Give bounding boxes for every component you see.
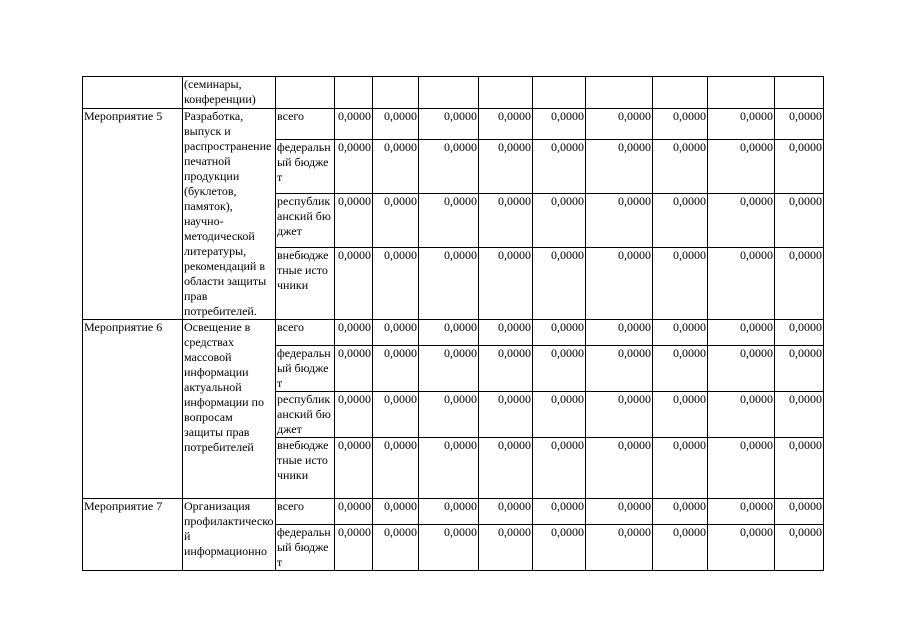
value-cell: 0,0000 (373, 346, 419, 392)
value-cell (373, 77, 419, 109)
value-cell (419, 77, 479, 109)
value-cell: 0,0000 (533, 248, 586, 320)
value-cell: 0,0000 (335, 193, 373, 247)
value-cell: 0,0000 (419, 248, 479, 320)
event-label-cell: Мероприятие 7 (83, 499, 183, 571)
value-cell: 0,0000 (533, 392, 586, 438)
value-cell: 0,0000 (775, 438, 824, 499)
value-cell: 0,0000 (335, 109, 373, 140)
value-cell: 0,0000 (335, 499, 373, 525)
funding-source-cell: федеральный бюджет (276, 346, 335, 392)
value-cell: 0,0000 (533, 193, 586, 247)
event-description-cell: Разработка, выпуск и распространение печатной продукции (буклетов, памяток), научно-методической литературы, рекомендаций в области защиты прав потребителей. (183, 109, 276, 320)
funding-source-cell: всего (276, 109, 335, 140)
value-cell: 0,0000 (479, 109, 533, 140)
value-cell: 0,0000 (653, 346, 708, 392)
value-cell: 0,0000 (586, 320, 653, 346)
funding-source-cell: внебюджетные источники (276, 248, 335, 320)
value-cell: 0,0000 (533, 109, 586, 140)
value-cell: 0,0000 (373, 499, 419, 525)
value-cell: 0,0000 (479, 248, 533, 320)
funding-source-cell: внебюджетные источники (276, 438, 335, 499)
value-cell: 0,0000 (708, 320, 775, 346)
value-cell: 0,0000 (775, 139, 824, 193)
value-cell: 0,0000 (775, 248, 824, 320)
value-cell: 0,0000 (479, 392, 533, 438)
value-cell: 0,0000 (586, 525, 653, 571)
value-cell: 0,0000 (373, 320, 419, 346)
value-cell: 0,0000 (335, 392, 373, 438)
value-cell: 0,0000 (653, 438, 708, 499)
value-cell: 0,0000 (586, 139, 653, 193)
value-cell: 0,0000 (533, 320, 586, 346)
value-cell: 0,0000 (775, 525, 824, 571)
table-row (83, 320, 824, 346)
value-cell: 0,0000 (533, 499, 586, 525)
value-cell: 0,0000 (373, 438, 419, 499)
value-cell: 0,0000 (419, 320, 479, 346)
value-cell: 0,0000 (479, 346, 533, 392)
value-cell: 0,0000 (708, 392, 775, 438)
value-cell: 0,0000 (373, 109, 419, 140)
value-cell: 0,0000 (586, 392, 653, 438)
event-description-cell: (семинары, конференции) (183, 77, 276, 109)
value-cell: 0,0000 (335, 248, 373, 320)
event-label-cell (83, 77, 183, 109)
value-cell (708, 77, 775, 109)
event-description-cell: Освещение в средствах массовой информации актуальной информации по вопросам защиты прав потребителей (183, 320, 276, 499)
value-cell: 0,0000 (373, 248, 419, 320)
value-cell: 0,0000 (775, 392, 824, 438)
value-cell: 0,0000 (653, 139, 708, 193)
value-cell: 0,0000 (373, 525, 419, 571)
value-cell: 0,0000 (586, 248, 653, 320)
value-cell: 0,0000 (653, 320, 708, 346)
value-cell: 0,0000 (586, 109, 653, 140)
value-cell: 0,0000 (586, 346, 653, 392)
value-cell: 0,0000 (419, 525, 479, 571)
value-cell: 0,0000 (479, 139, 533, 193)
value-cell: 0,0000 (373, 139, 419, 193)
value-cell: 0,0000 (775, 109, 824, 140)
value-cell: 0,0000 (708, 139, 775, 193)
value-cell: 0,0000 (775, 499, 824, 525)
value-cell: 0,0000 (479, 438, 533, 499)
funding-source-cell: республиканский бюджет (276, 392, 335, 438)
funding-source-cell: всего (276, 499, 335, 525)
value-cell: 0,0000 (653, 193, 708, 247)
value-cell: 0,0000 (708, 193, 775, 247)
value-cell: 0,0000 (586, 193, 653, 247)
value-cell: 0,0000 (533, 525, 586, 571)
value-cell: 0,0000 (708, 248, 775, 320)
event-label-cell: Мероприятие 6 (83, 320, 183, 499)
value-cell: 0,0000 (586, 438, 653, 499)
table-row (83, 499, 824, 525)
value-cell: 0,0000 (419, 392, 479, 438)
value-cell: 0,0000 (335, 320, 373, 346)
value-cell: 0,0000 (479, 320, 533, 346)
value-cell: 0,0000 (708, 346, 775, 392)
value-cell: 0,0000 (373, 193, 419, 247)
value-cell: 0,0000 (479, 499, 533, 525)
value-cell: 0,0000 (419, 499, 479, 525)
funding-source-cell: федеральный бюджет (276, 525, 335, 571)
value-cell: 0,0000 (533, 438, 586, 499)
value-cell: 0,0000 (775, 320, 824, 346)
source-cell (276, 77, 335, 109)
table-row (83, 109, 824, 140)
value-cell: 0,0000 (479, 525, 533, 571)
value-cell: 0,0000 (653, 499, 708, 525)
event-label-cell: Мероприятие 5 (83, 109, 183, 320)
value-cell (533, 77, 586, 109)
funding-source-cell: всего (276, 320, 335, 346)
value-cell: 0,0000 (653, 525, 708, 571)
value-cell: 0,0000 (419, 346, 479, 392)
value-cell: 0,0000 (653, 109, 708, 140)
value-cell: 0,0000 (586, 499, 653, 525)
value-cell: 0,0000 (708, 499, 775, 525)
funding-source-cell: республиканский бюджет (276, 193, 335, 247)
value-cell: 0,0000 (479, 193, 533, 247)
value-cell: 0,0000 (775, 193, 824, 247)
continuation-row (83, 77, 824, 109)
value-cell (653, 77, 708, 109)
value-cell (335, 77, 373, 109)
value-cell: 0,0000 (653, 392, 708, 438)
value-cell: 0,0000 (533, 139, 586, 193)
value-cell: 0,0000 (708, 438, 775, 499)
funding-source-cell: федеральный бюджет (276, 139, 335, 193)
value-cell: 0,0000 (708, 109, 775, 140)
value-cell (586, 77, 653, 109)
value-cell: 0,0000 (533, 346, 586, 392)
budget-table (82, 76, 824, 571)
value-cell: 0,0000 (708, 525, 775, 571)
value-cell: 0,0000 (335, 438, 373, 499)
value-cell (775, 77, 824, 109)
value-cell: 0,0000 (419, 109, 479, 140)
value-cell: 0,0000 (373, 392, 419, 438)
value-cell: 0,0000 (335, 346, 373, 392)
value-cell: 0,0000 (419, 139, 479, 193)
value-cell (479, 77, 533, 109)
value-cell: 0,0000 (419, 438, 479, 499)
value-cell: 0,0000 (419, 193, 479, 247)
value-cell: 0,0000 (335, 139, 373, 193)
value-cell: 0,0000 (653, 248, 708, 320)
value-cell: 0,0000 (775, 346, 824, 392)
event-description-cell: Организация профилактической информационно (183, 499, 276, 571)
value-cell: 0,0000 (335, 525, 373, 571)
